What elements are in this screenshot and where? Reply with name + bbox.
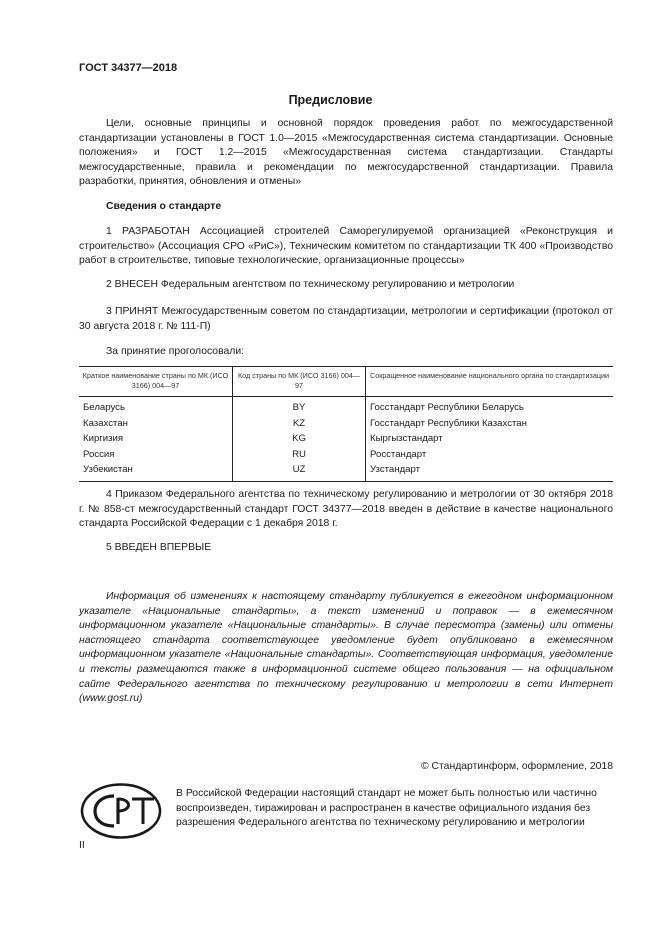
standards-body: Госстандарт Республики Беларусь bbox=[370, 402, 524, 413]
country-code: UZ bbox=[233, 462, 366, 481]
intro-paragraph: Цели, основные принципы и основной порядок проведения работ по межгосударственной стандартизации установлены в ГОСТ 1.0—2015 «Межгосударственная система стандартизации. Основные положения» и ГОСТ 1.2—2015 «Межгосударственная система стандартизации. Стандарты межгосударственные, правила и рекомендации по межгосударственной стандартизации. Правила разработки, принятия, обновления и отмены» bbox=[79, 118, 613, 188]
table-row bbox=[79, 462, 613, 481]
item-developed: 1 РАЗРАБОТАН Ассоциацией строителей Саморегулируемой организацией «Реконструкция и строительство» (Ассоциация СРО «РиС»), Техническим комитетом по стандартизации ТК 400 «Производство работ в строительстве, типовые технологические, организационные процессы» bbox=[79, 226, 613, 267]
page-title: Предисловие bbox=[288, 93, 373, 107]
header-standards-body: Сокращенное наименование национального органа по стандартизации bbox=[366, 367, 614, 397]
table-row bbox=[79, 416, 613, 432]
country-name: Казахстан bbox=[79, 416, 233, 432]
country-code: RU bbox=[233, 447, 366, 463]
standards-body: Узстандарт bbox=[370, 464, 421, 476]
copyright-restriction: В Российской Федерации настоящий стандарт не может быть полностью или частично воспроизведен, тиражирован и распространен в качестве официального издания без разрешения Федерального агентства по техническому регулированию и метрологии bbox=[176, 788, 597, 829]
votes-label: За принятие проголосовали: bbox=[106, 346, 245, 357]
table-row bbox=[79, 397, 613, 416]
item-introduced: 2 ВНЕСЕН Федеральным агентством по техническому регулированию и метрологии bbox=[106, 279, 515, 290]
country-code: BY bbox=[233, 397, 366, 416]
country-name: Россия bbox=[79, 447, 233, 463]
standards-body: Кыргызстандарт bbox=[370, 433, 443, 445]
header-country-code: Код страны по МК (ИСО 3166) 004—97 bbox=[233, 367, 366, 397]
item-adopted: 3 ПРИНЯТ Межгосударственным советом по стандартизации, метрологии и сертификации (протокол от 30 августа 2018 г. № 111-П) bbox=[79, 306, 613, 332]
item-order: 4 Приказом Федерального агентства по техническому регулированию и метрологии от 30 октября 2018 г. № 858-ст межгосударственный стандарт ГОСТ 34377—2018 введен в действие в качестве национального стандарта Российской Федерации с 1 декабря 2018 г. bbox=[79, 489, 613, 530]
country-name: Беларусь bbox=[79, 397, 233, 416]
table-header-row bbox=[79, 367, 613, 397]
rst-logo bbox=[80, 782, 162, 840]
section-heading: Сведения о стандарте bbox=[106, 201, 222, 212]
standards-body: Госстандарт Республики Казахстан bbox=[370, 417, 527, 429]
item-first: 5 ВВЕДЕН ВПЕРВЫЕ bbox=[106, 542, 212, 553]
page-number: II bbox=[79, 840, 85, 851]
standards-body: Росстандарт bbox=[370, 448, 427, 460]
copyright-notice: © Стандартинформ, оформление, 2018 bbox=[420, 761, 613, 772]
country-name: Узбекистан bbox=[79, 462, 233, 481]
country-code: KG bbox=[233, 431, 366, 447]
country-code: KZ bbox=[233, 416, 366, 432]
table-row bbox=[79, 447, 613, 463]
notice-paragraph: Информация об изменениях к настоящему стандарту публикуется в ежегодном информационном указателе «Национальные стандарты», а текст изменений и поправок — в ежемесячном информационном указателе «Национальные стандарты». В случае пересмотра (замены) или отмены настоящего стандарта соответствующее уведомление будет опубликовано в ежемесячном информационном указателе «Национальные стандарты». Соответствующая информация, уведомление и тексты размещаются также в информационной системе общего пользования — на официальном сайте Федерального агентства по техническому регулированию и метрологии в сети Интернет (www.gost.ru) bbox=[79, 591, 613, 705]
country-name: Киргизия bbox=[79, 431, 233, 447]
table-row bbox=[79, 431, 613, 447]
votes-table bbox=[79, 366, 613, 482]
document-code: ГОСТ 34377—2018 bbox=[79, 62, 178, 74]
header-country-name: Краткое наименование страны по МК (ИСО 3166) 004—97 bbox=[79, 367, 233, 397]
